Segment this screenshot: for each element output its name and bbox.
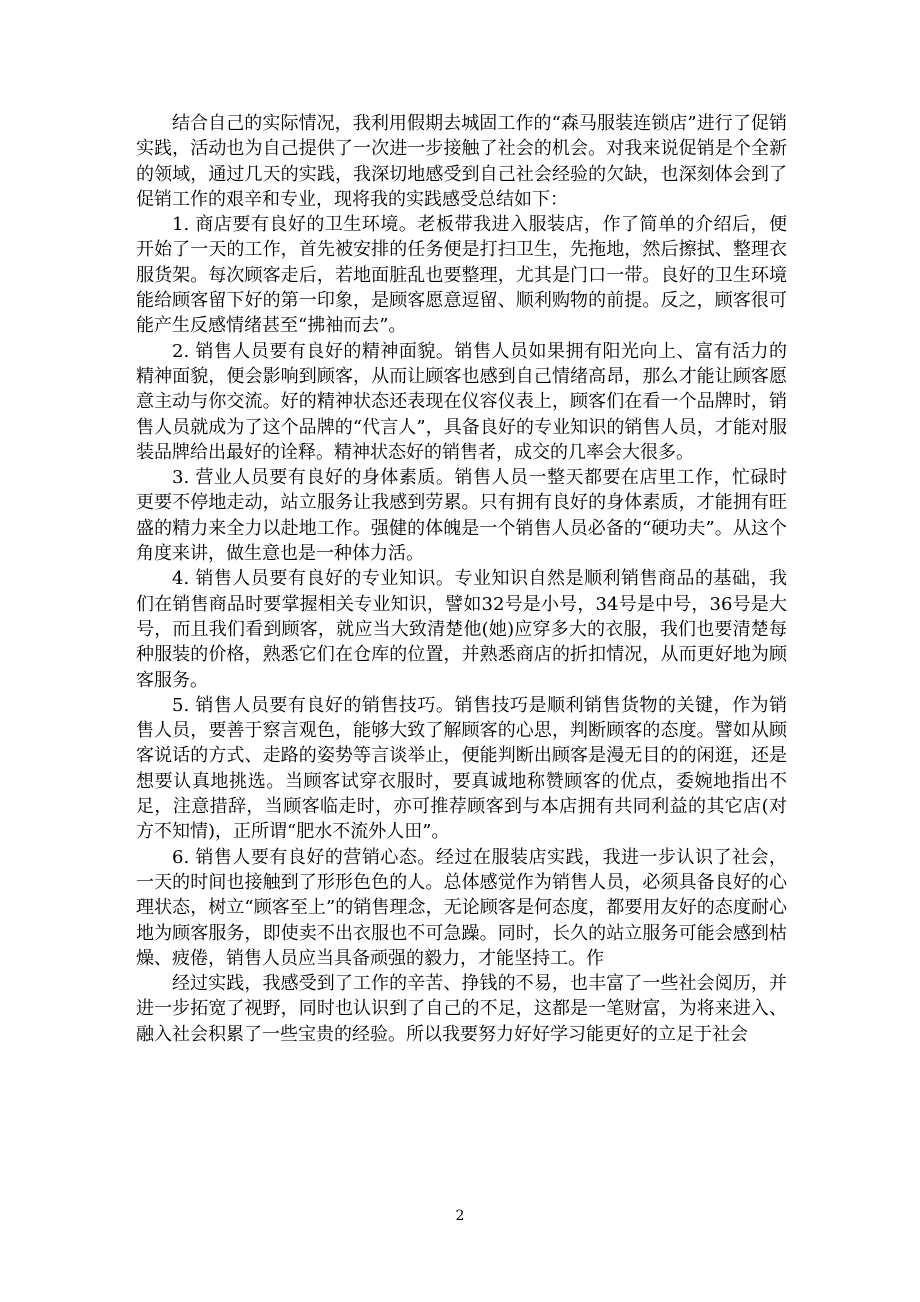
paragraph-point-3: 3. 营业人员要有良好的身体素质。销售人员一整天都要在店里工作，忙碌时更要不停地走动，站立服务让我感到劳累。只有拥有良好的身体素质，才能拥有旺盛的精力来全力以赴地工作。强健的体魄是一个销售人员必备的“硬功夫”。从这个角度来讲，做生意也是一种体力活。 — [136, 467, 787, 565]
paragraph-point-5: 5. 销售人员要有良好的销售技巧。销售技巧是顺利销售货物的关键，作为销售人员，要善于察言观色，能够大致了解顾客的心思，判断顾客的态度。譬如从顾客说话的方式、走路的姿势等言谈举止，便能判断出顾客是漫无目的的闲逛，还是想要认真地挑选。当顾客试穿衣服时，要真诚地称赞顾客的优点，委婉地指出不足，注意措辞，当顾客临走时，亦可推荐顾客到与本店拥有共同利益的其它店(对方不知情)，正所谓“肥水不流外人田”。 — [136, 694, 787, 843]
page-number: 2 — [455, 1208, 465, 1224]
paragraph-conclusion: 经过实践，我感受到了工作的辛苦、挣钱的不易，也丰富了一些社会阅历，并进一步拓宽了视野，同时也认识到了自己的不足，这都是一笔财富，为将来进入、融入社会积累了一些宝贵的经验。所以我要努力好好学习能更好的立足于社会 — [136, 973, 787, 1045]
paragraph-point-6: 6. 销售人要有良好的营销心态。经过在服装店实践，我进一步认识了社会，一天的时间也接触到了形形色色的人。总体感觉作为销售人员，必须具备良好的心理状态，树立“顾客至上”的销售理念，无论顾客是何态度，都要用友好的态度耐心地为顾客服务，即使卖不出衣服也不可急躁。同时，长久的站立服务可能会感到枯燥、疲倦，销售人员应当具备顽强的毅力，才能坚持工。作 — [136, 846, 787, 969]
paragraph-point-2: 2. 销售人员要有良好的精神面貌。销售人员如果拥有阳光向上、富有活力的精神面貌，便会影响到顾客，从而让顾客也感到自己情绪高昂，那么才能让顾客愿意主动与你交流。好的精神状态还表现在仪容仪表上，顾客们在看一个品牌时，销售人员就成为了这个品牌的“代言人”，具备良好的专业知识的销售人员，才能对服装品牌给出最好的诠释。精神状态好的销售者，成交的几率会大很多。 — [136, 340, 787, 463]
paragraph-point-1: 1. 商店要有良好的卫生环境。老板带我进入服装店，作了简单的介绍后，便开始了一天的工作，首先被安排的任务便是打扫卫生，先拖地，然后擦拭、整理衣服货架。每次顾客走后，若地面脏乱也要整理，尤其是门口一带。良好的卫生环境能给顾客留下好的第一印象，是顾客愿意逗留、顺利购物的前提。反之，顾客很可能产生反感情绪甚至“拂袖而去”。 — [136, 214, 787, 337]
document-body — [136, 111, 787, 1047]
paragraph-intro: 结合自己的实际情况，我利用假期去城固工作的“森马服装连锁店”进行了促销实践，活动也为自己提供了一次进一步接触了社会的机会。对我来说促销是个全新的领域，通过几天的实践，我深切地感受到自己社会经验的欠缺，也深刻体会到了促销工作的艰辛和专业，现将我的实践感受总结如下： — [136, 113, 787, 210]
paragraph-point-4: 4. 销售人员要有良好的专业知识。专业知识自然是顺利销售商品的基础，我们在销售商品时要掌握相关专业知识，譬如32号是小号，34号是中号，36号是大号，而且我们看到顾客，就应当大致清楚他(她)应穿多大的衣服，我们也要清楚每种服装的价格，熟悉它们在仓库的位置，并熟悉商店的折扣情况，从而更好地为顾客服务。 — [136, 568, 787, 691]
